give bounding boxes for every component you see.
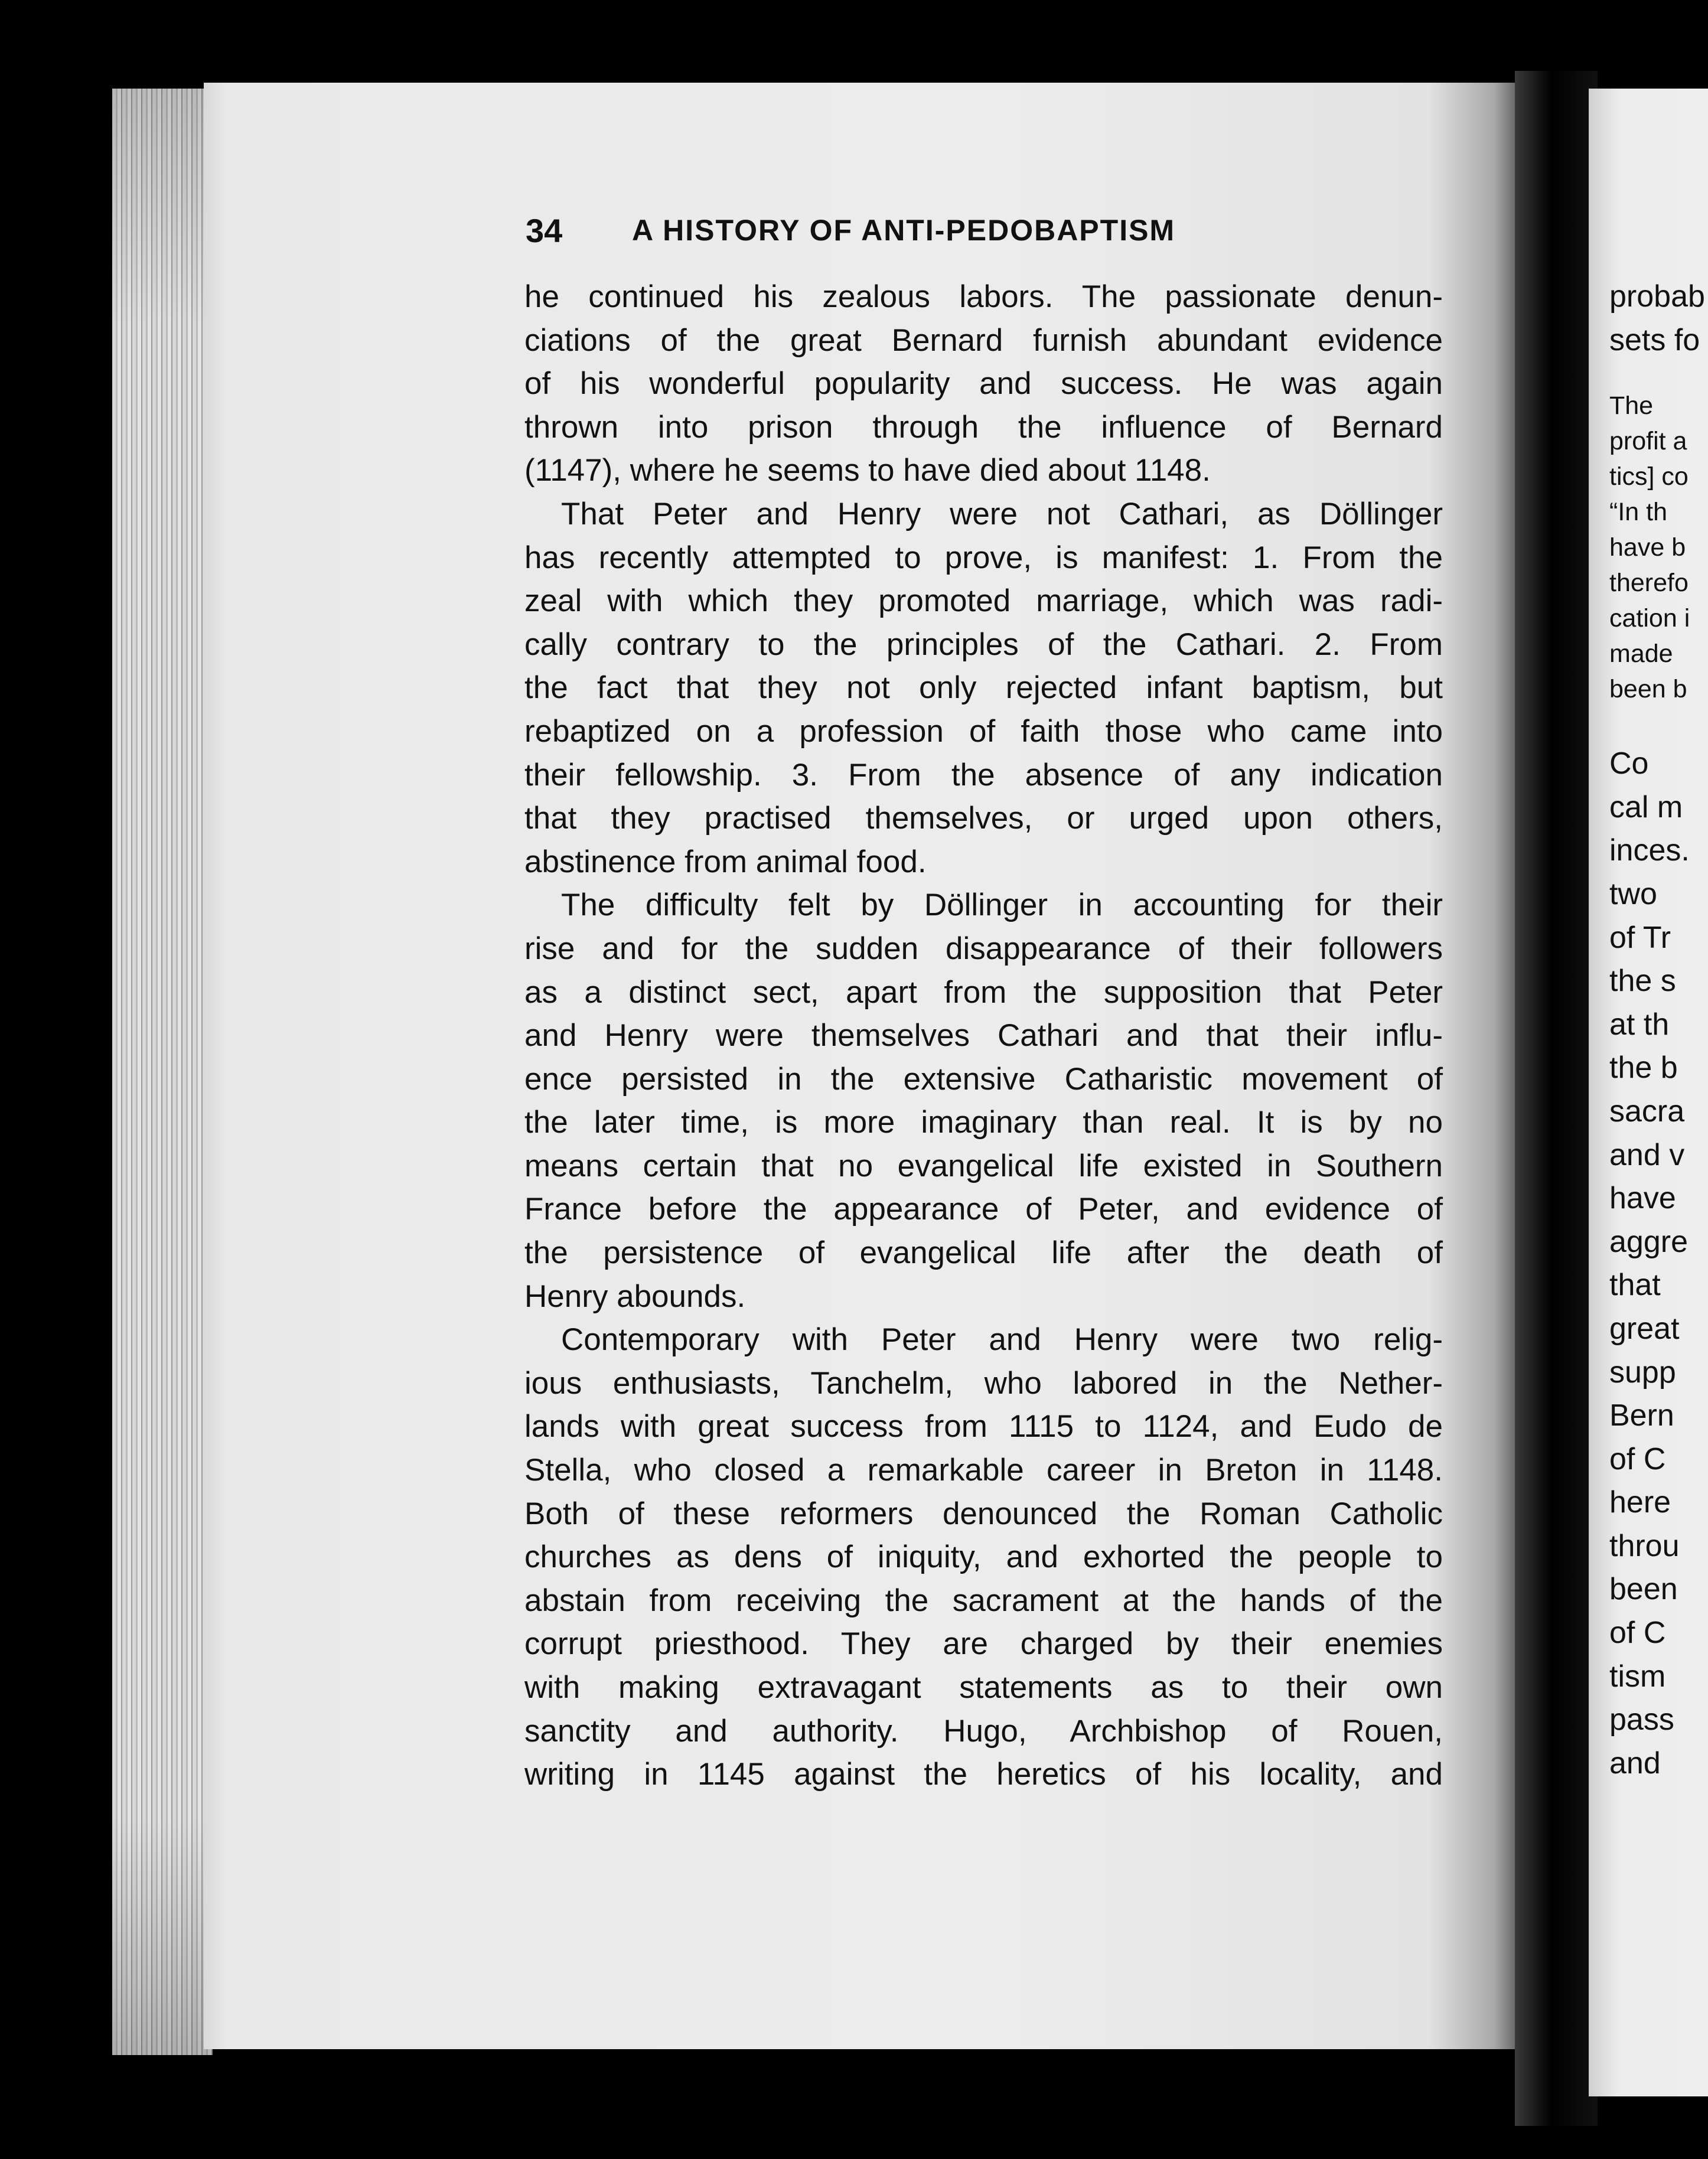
text-line: with making extravagant statements as to their own bbox=[524, 1670, 1443, 1705]
text-line: the later time, is more imaginary than real. It is by no bbox=[524, 1105, 1443, 1140]
facing-text-line: at th bbox=[1609, 1007, 1670, 1042]
facing-text-line: probab bbox=[1609, 279, 1705, 314]
facing-note-line: therefo bbox=[1609, 569, 1689, 598]
text-line: writing in 1145 against the heretics of his locality, and bbox=[524, 1757, 1443, 1792]
facing-note-line: have b bbox=[1609, 533, 1686, 562]
facing-note-line: cation i bbox=[1609, 604, 1690, 633]
text-line: as a distinct sect, apart from the supposition that Peter bbox=[524, 974, 1443, 1010]
text-line: has recently attempted to prove, is manifest: 1. From the bbox=[524, 540, 1443, 575]
facing-note-line: profit a bbox=[1609, 427, 1687, 456]
facing-text-line: sacra bbox=[1609, 1094, 1685, 1129]
facing-text-line: of Tr bbox=[1609, 920, 1671, 955]
facing-text-line: the s bbox=[1609, 964, 1676, 999]
text-line: Contemporary with Peter and Henry were two relig- bbox=[561, 1322, 1443, 1358]
text-line: thrown into prison through the influence of Bernard bbox=[524, 409, 1443, 445]
facing-text-line: of C bbox=[1609, 1441, 1666, 1476]
facing-text-line: that bbox=[1609, 1268, 1661, 1303]
text-line: of his wonderful popularity and success. He was again bbox=[524, 366, 1443, 402]
facing-text-line: supp bbox=[1609, 1355, 1676, 1390]
text-line: ciations of the great Bernard furnish abundant evidence bbox=[524, 322, 1443, 358]
facing-text-line: the b bbox=[1609, 1051, 1678, 1085]
text-line: zeal with which they promoted marriage, which was radi- bbox=[524, 583, 1443, 619]
paragraph-4 bbox=[524, 1318, 1443, 1796]
text-line: and Henry were themselves Cathari and that their influ- bbox=[524, 1018, 1443, 1054]
text-line: the fact that they not only rejected infant baptism, but bbox=[524, 670, 1443, 706]
text-line: abstain from receiving the sacrament at the hands of the bbox=[524, 1583, 1443, 1618]
facing-page-text bbox=[1609, 275, 1708, 1785]
facing-note-line: The bbox=[1609, 392, 1654, 420]
page-number: 34 bbox=[526, 211, 563, 249]
text-line: Stella, who closed a remarkable career in Breton in 1148. bbox=[524, 1453, 1443, 1488]
text-line: The difficulty felt by Döllinger in accounting for their bbox=[561, 888, 1443, 923]
facing-text-line: sets fo bbox=[1609, 322, 1700, 357]
facing-text-line: great bbox=[1609, 1311, 1680, 1346]
paragraph-2 bbox=[524, 493, 1443, 883]
facing-note-line: been b bbox=[1609, 675, 1687, 704]
facing-text-line: been bbox=[1609, 1572, 1678, 1607]
text-line: abstinence from animal food. bbox=[524, 844, 927, 879]
text-line: rebaptized on a profession of faith those who came into bbox=[524, 713, 1443, 749]
facing-text-line: here bbox=[1609, 1485, 1671, 1520]
text-line: corrupt priesthood. They are charged by their enemies bbox=[524, 1626, 1443, 1662]
facing-text-line: pass bbox=[1609, 1703, 1674, 1737]
text-line: rise and for the sudden disappearance of their followers bbox=[524, 931, 1443, 966]
text-line: that they practised themselves, or urged upon others, bbox=[524, 801, 1443, 836]
facing-text-line: have bbox=[1609, 1181, 1676, 1216]
text-line: ence persisted in the extensive Catharistic movement of bbox=[524, 1061, 1443, 1097]
facing-text-line: cal m bbox=[1609, 790, 1683, 824]
running-head-title: A HISTORY OF ANTI-PEDOBAPTISM bbox=[632, 214, 1176, 247]
text-line: Henry abounds. bbox=[524, 1279, 746, 1314]
text-line: cally contrary to the principles of the Cathari. 2. From bbox=[524, 627, 1443, 662]
facing-text-line: tism bbox=[1609, 1659, 1666, 1694]
text-line: (1147), where he seems to have died about 1148. bbox=[524, 453, 1211, 488]
paragraph-1 bbox=[524, 275, 1443, 493]
book-gutter bbox=[1515, 71, 1598, 2126]
facing-text-line: inces. bbox=[1609, 833, 1690, 868]
facing-text-line: of C bbox=[1609, 1616, 1666, 1651]
facing-text-line: aggre bbox=[1609, 1224, 1688, 1259]
text-line: the persistence of evangelical life after the death of bbox=[524, 1235, 1443, 1271]
facing-text-line: two bbox=[1609, 876, 1657, 911]
facing-note-line: tics] co bbox=[1609, 462, 1689, 491]
text-line: he continued his zealous labors. The passionate denun- bbox=[524, 279, 1443, 314]
facing-text-line: and v bbox=[1609, 1137, 1685, 1172]
book-page-edges bbox=[112, 89, 213, 2055]
paragraph-3 bbox=[524, 883, 1443, 1318]
facing-text-line: throu bbox=[1609, 1528, 1680, 1563]
facing-text-line: Bern bbox=[1609, 1398, 1674, 1433]
facing-note-line: made bbox=[1609, 640, 1673, 668]
text-line: Both of these reformers denounced the Roman Catholic bbox=[524, 1496, 1443, 1531]
facing-text-line: Co bbox=[1609, 746, 1649, 781]
text-line: their fellowship. 3. From the absence of any indication bbox=[524, 757, 1443, 792]
facing-note-line: “In th bbox=[1609, 498, 1667, 527]
text-line: churches as dens of iniquity, and exhorted the people to bbox=[524, 1540, 1443, 1575]
facing-text-line: and bbox=[1609, 1746, 1661, 1780]
text-line: lands with great success from 1115 to 1124, and Eudo de bbox=[524, 1409, 1443, 1444]
text-line: ious enthusiasts, Tanchelm, who labored in the Nether- bbox=[524, 1365, 1443, 1401]
text-line: means certain that no evangelical life existed in Southern bbox=[524, 1148, 1443, 1183]
text-line: France before the appearance of Peter, and evidence of bbox=[524, 1192, 1443, 1227]
body-text bbox=[524, 275, 1443, 1796]
text-line: sanctity and authority. Hugo, Archbishop of Rouen, bbox=[524, 1713, 1443, 1749]
text-line: That Peter and Henry were not Cathari, as Döllinger bbox=[561, 496, 1443, 531]
running-head bbox=[526, 207, 1441, 254]
